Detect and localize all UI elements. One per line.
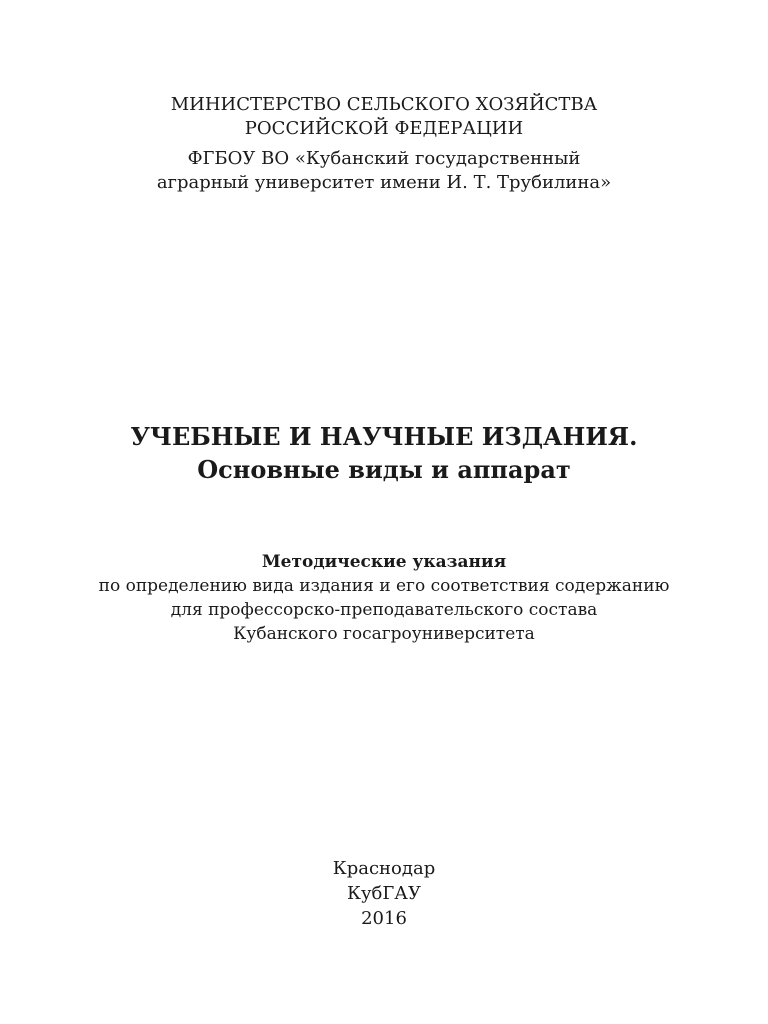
subtitle-line-3: Кубанского госагроуниверситета: [233, 624, 535, 644]
document-subtitle: [0, 550, 768, 646]
university-name-line-1: ФГБОУ ВО «Кубанский государственный: [187, 148, 581, 169]
imprint-year: 2016: [361, 908, 407, 929]
document-title: [0, 420, 768, 486]
imprint-city: Краснодар: [332, 858, 436, 879]
ministry-name-line-2: РОССИЙСКОЙ ФЕДЕРАЦИИ: [244, 118, 524, 139]
institution-header: [0, 93, 768, 195]
document-kind: Методические указания: [261, 552, 507, 572]
university-name-line-2: аграрный университет имени И. Т. Трубилина»: [156, 172, 612, 193]
subtitle-line-2: для профессорско-преподавательского состава: [170, 600, 598, 620]
imprint-publisher: КубГАУ: [347, 883, 421, 904]
publication-imprint: [0, 856, 768, 931]
document-title-line-2: Основные виды и аппарат: [197, 455, 571, 484]
document-title-line-1: УЧЕБНЫЕ И НАУЧНЫЕ ИЗДАНИЯ.: [130, 422, 638, 451]
subtitle-line-1: по определению вида издания и его соответствия содержанию: [98, 576, 670, 596]
ministry-name-line-1: МИНИСТЕРСТВО СЕЛЬСКОГО ХОЗЯЙСТВА: [170, 94, 598, 115]
